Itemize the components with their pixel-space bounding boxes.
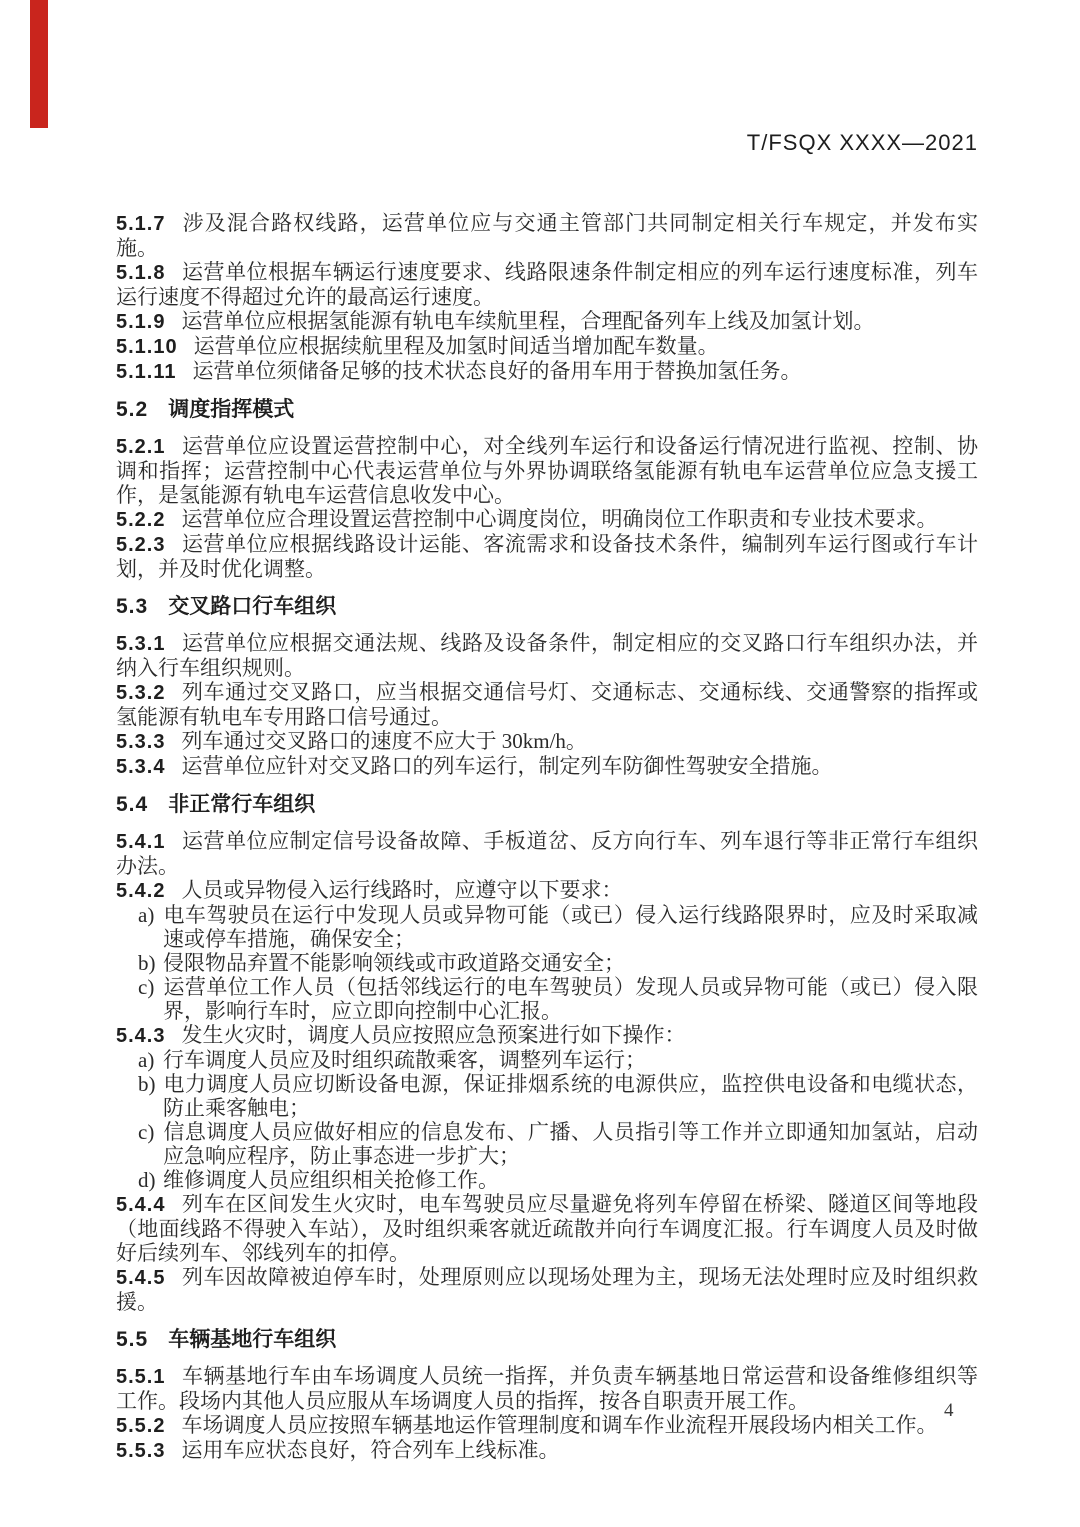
section-title: 调度指挥模式 [168,398,295,421]
clause-paragraph [116,1023,978,1048]
clause-text: 运营单位应根据交通法规、线路及设备条件，制定相应的交叉路口行车组织办法，并纳入行车组织规则。 [116,631,978,680]
list-text: 信息调度人员应做好相应的信息发布、广播、人员指引等工作并立即通知加氢站，启动应急响应程序，防止事态进一步扩大； [163,1120,978,1168]
section-heading [116,595,978,619]
section-title: 交叉路口行车组织 [168,595,337,618]
clause-text: 运营单位应根据线路设计运能、客流需求和设备技术条件，编制列车运行图或行车计划，并及时优化调整。 [116,532,978,581]
clause-text: 车辆基地行车由车场调度人员统一指挥，并负责车辆基地日常运营和设备维修组织等工作。段场内其他人员应服从车场调度人员的指挥，按各自职责开展工作。 [116,1364,978,1413]
list-letter: d) [138,1168,156,1192]
clause-text: 列车在区间发生火灾时，电车驾驶员应尽量避免将列车停留在桥梁、隧道区间等地段（地面线路不得驶入车站），及时组织乘客就近疏散并向行车调度汇报。行车调度人员及时做好后续列车、邻线列车的扣停。 [116,1192,978,1265]
section-number: 5.3 [116,595,149,618]
clause-number: 5.1.9 [116,311,166,333]
clause-number: 5.4.5 [116,1267,166,1289]
clause-paragraph [116,334,978,359]
clause-number: 5.4.2 [116,880,166,902]
section-title: 车辆基地行车组织 [168,1328,337,1351]
clause-number: 5.3.4 [116,756,166,778]
clause-text: 发生火灾时，调度人员应按照应急预案进行如下操作： [181,1023,686,1047]
list-text: 电力调度人员应切断设备电源，保证排烟系统的电源供应，监控供电设备和电缆状态，防止乘客触电； [163,1072,978,1120]
list-text: 维修调度人员应组织相关抢修工作。 [163,1168,499,1192]
clause-paragraph [116,878,978,903]
clause-paragraph [116,1192,978,1265]
clause-text: 运营单位应针对交叉路口的列车运行，制定列车防御性驾驶安全措施。 [181,754,833,778]
clause-paragraph [116,829,978,878]
clause-text: 车场调度人员应按照车辆基地运作管理制度和调车作业流程开展段场内相关工作。 [181,1413,938,1437]
list-letter: c) [138,975,155,999]
clause-number: 5.1.7 [116,213,166,235]
document-body [116,211,978,1463]
list-text: 电车驾驶员在运行中发现人员或异物可能（或已）侵入运行线路限界时，应及时采取减速或停车措施，确保安全； [163,903,978,951]
clause-number: 5.1.8 [116,262,166,284]
list-letter: b) [138,1072,156,1096]
section-heading [116,793,978,817]
clause-number: 5.2.2 [116,509,166,531]
clause-number: 5.4.4 [116,1194,166,1216]
clause-paragraph [116,211,978,260]
clause-text: 运营单位根据车辆运行速度要求、线路限速条件制定相应的列车运行速度标准，列车运行速度不得超过允许的最高运行速度。 [116,260,978,309]
clause-paragraph [116,729,978,754]
section-title: 非正常行车组织 [168,793,316,816]
list-item [116,975,978,1023]
clause-paragraph [116,359,978,384]
clause-text: 运营单位应合理设置运营控制中心调度岗位，明确岗位工作职责和专业技术要求。 [181,507,938,531]
clause-text: 涉及混合路权线路，运营单位应与交通主管部门共同制定相关行车规定，并发布实施。 [116,211,978,260]
list-item [116,1072,978,1120]
list-item [116,1168,978,1192]
clause-paragraph [116,507,978,532]
clause-number: 5.1.10 [116,336,178,358]
document-code-header: T/FSQX XXXX—2021 [746,130,978,155]
clause-paragraph [116,1413,978,1438]
clause-text: 运营单位应设置运营控制中心，对全线列车运行和设备运行情况进行监视、控制、协调和指挥；运营控制中心代表运营单位与外界协调联络氢能源有轨电车运营单位应急支援工作，是氢能源有轨电车运营信息收发中心。 [116,434,978,507]
clause-paragraph [116,1265,978,1314]
list-item [116,951,978,975]
clause-number: 5.5.3 [116,1440,166,1462]
clause-paragraph [116,434,978,507]
clause-number: 5.4.3 [116,1025,166,1047]
clause-text: 运营单位应根据续航里程及加氢时间适当增加配车数量。 [193,334,719,358]
clause-paragraph [116,680,978,729]
clause-number: 5.2.1 [116,436,166,458]
page-number: 4 [944,1400,954,1421]
clause-text: 运营单位须储备足够的技术状态良好的备用车用于替换加氢任务。 [192,359,802,383]
section-heading [116,398,978,422]
red-bookmark-bar [30,0,48,128]
clause-text: 列车通过交叉路口，应当根据交通信号灯、交通标志、交通标线、交通警察的指挥或氢能源有轨电车专用路口信号通过。 [116,680,978,729]
clause-text: 列车通过交叉路口的速度不应大于 30km/h。 [181,729,587,753]
clause-paragraph [116,309,978,334]
clause-number: 5.4.1 [116,831,166,853]
list-text: 运营单位工作人员（包括邻线运行的电车驾驶员）发现人员或异物可能（或已）侵入限界，影响行车时，应立即向控制中心汇报。 [163,975,978,1023]
clause-text: 运用车应状态良好，符合列车上线标准。 [181,1438,560,1462]
clause-paragraph [116,532,978,581]
list-letter: c) [138,1120,155,1144]
clause-text: 运营单位应根据氢能源有轨电车续航里程，合理配备列车上线及加氢计划。 [181,309,875,333]
clause-paragraph [116,260,978,309]
clause-number: 5.3.3 [116,731,166,753]
clause-paragraph [116,754,978,779]
clause-number: 5.3.1 [116,633,166,655]
clause-paragraph [116,1364,978,1413]
clause-paragraph [116,1438,978,1463]
list-item [116,1048,978,1072]
list-text: 行车调度人员应及时组织疏散乘客，调整列车运行； [163,1048,646,1072]
list-letter: b) [138,951,156,975]
clause-text: 列车因故障被迫停车时，处理原则应以现场处理为主，现场无法处理时应及时组织救援。 [116,1265,978,1314]
clause-number: 5.3.2 [116,682,166,704]
clause-number: 5.5.1 [116,1366,166,1388]
list-letter: a) [138,1048,155,1072]
section-number: 5.5 [116,1328,149,1351]
list-item [116,903,978,951]
section-heading [116,1328,978,1352]
clause-number: 5.2.3 [116,534,166,556]
clause-number: 5.5.2 [116,1415,166,1437]
section-number: 5.2 [116,398,149,421]
list-letter: a) [138,903,155,927]
section-number: 5.4 [116,793,149,816]
clause-paragraph [116,631,978,680]
clause-text: 人员或异物侵入运行线路时，应遵守以下要求： [181,878,623,902]
list-text: 侵限物品弃置不能影响领线或市政道路交通安全； [163,951,625,975]
clause-number: 5.1.11 [116,361,177,383]
list-item [116,1120,978,1168]
clause-text: 运营单位应制定信号设备故障、手板道岔、反方向行车、列车退行等非正常行车组织办法。 [116,829,978,878]
